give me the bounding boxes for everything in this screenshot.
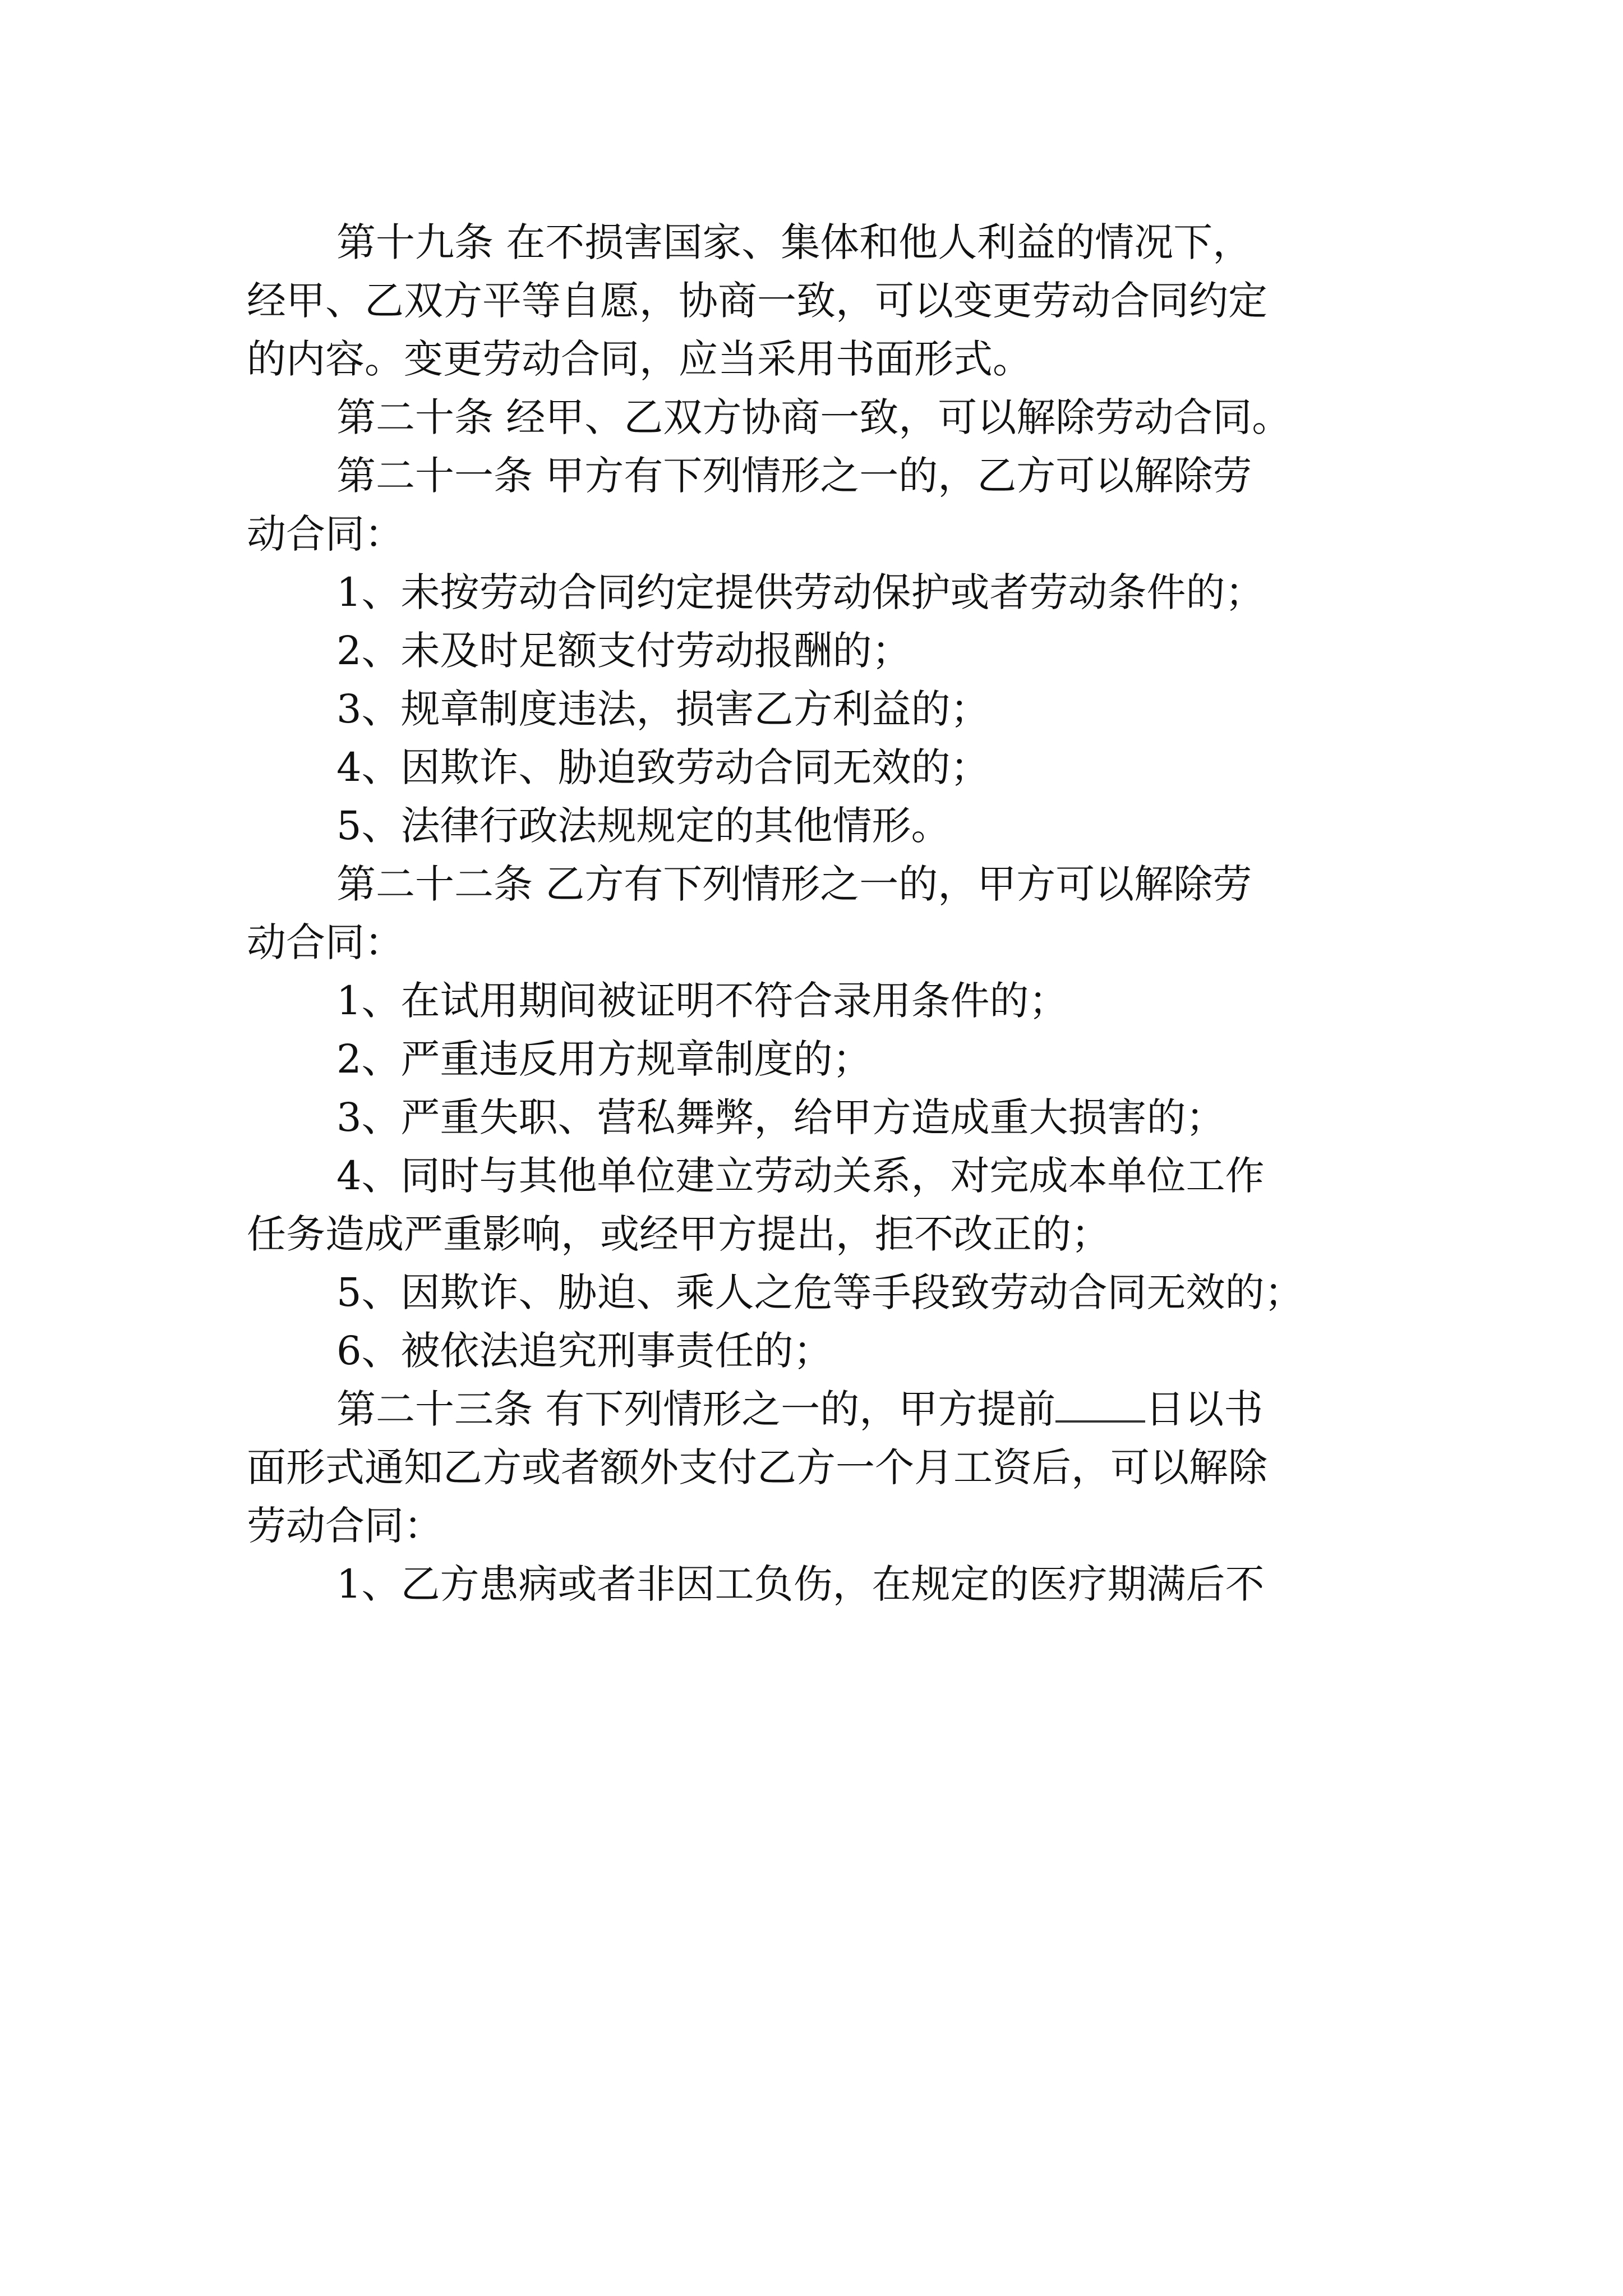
- article-22-item-4-line-2: 任务造成严重影响，或经甲方提出，拒不改正的；: [247, 1211, 1110, 1257]
- article-22-line-1: 第二十二条 乙方有下列情形之一的，甲方可以解除劳: [336, 861, 1252, 907]
- article-21-item-5: 5、法律行政法规规定的其他情形。: [336, 803, 951, 849]
- article-23-text-before-blank: 第二十三条 有下列情形之一的，甲方提前: [336, 1386, 1056, 1432]
- article-22-item-3: 3、严重失职、营私舞弊，给甲方造成重大损害的；: [336, 1094, 1225, 1140]
- article-21-line-2: 动合同：: [247, 511, 404, 557]
- article-23-text-after-blank: 日以书: [1145, 1386, 1264, 1432]
- article-22-line-2: 动合同：: [247, 919, 404, 965]
- article-21-item-3: 3、规章制度违法，损害乙方利益的；: [336, 686, 990, 732]
- article-23-line-3: 劳动合同：: [247, 1503, 443, 1549]
- article-23-line-2: 面形式通知乙方或者额外支付乙方一个月工资后，可以解除: [247, 1444, 1267, 1490]
- article-23-line-1: [247, 1380, 1380, 1438]
- article-22-item-2: 2、严重违反用方规章制度的；: [336, 1036, 872, 1082]
- article-22-item-6: 6、被依法追究刑事责任的；: [336, 1328, 833, 1374]
- article-22-item-1: 1、在试用期间被证明不符合录用条件的；: [336, 978, 1068, 1024]
- article-22-item-4-line-1: 4、同时与其他单位建立劳动关系，对完成本单位工作: [336, 1153, 1265, 1199]
- article-21-item-4: 4、因欺诈、胁迫致劳动合同无效的；: [336, 744, 990, 790]
- article-19-line-1: 第十九条 在不损害国家、集体和他人利益的情况下，: [336, 219, 1252, 265]
- article-21-item-1: 1、未按劳动合同约定提供劳动保护或者劳动条件的；: [336, 569, 1265, 615]
- article-22-item-5: 5、因欺诈、胁迫、乘人之危等手段致劳动合同无效的；: [336, 1269, 1304, 1315]
- article-19-line-2: 经甲、乙双方平等自愿，协商一致，可以变更劳动合同约定: [247, 278, 1267, 324]
- article-19-line-3: 的内容。变更劳动合同，应当采用书面形式。: [247, 336, 1032, 382]
- fill-in-blank: [1055, 1388, 1145, 1423]
- article-21-line-1: 第二十一条 甲方有下列情形之一的，乙方可以解除劳: [336, 453, 1252, 499]
- article-23-item-1: 1、乙方患病或者非因工负伤，在规定的医疗期满后不: [336, 1561, 1265, 1607]
- article-21-item-2: 2、未及时足额支付劳动报酬的；: [336, 628, 911, 674]
- document-body: [247, 213, 1380, 1613]
- article-20-line-1: 第二十条 经甲、乙双方协商一致，可以解除劳动合同。: [336, 394, 1292, 440]
